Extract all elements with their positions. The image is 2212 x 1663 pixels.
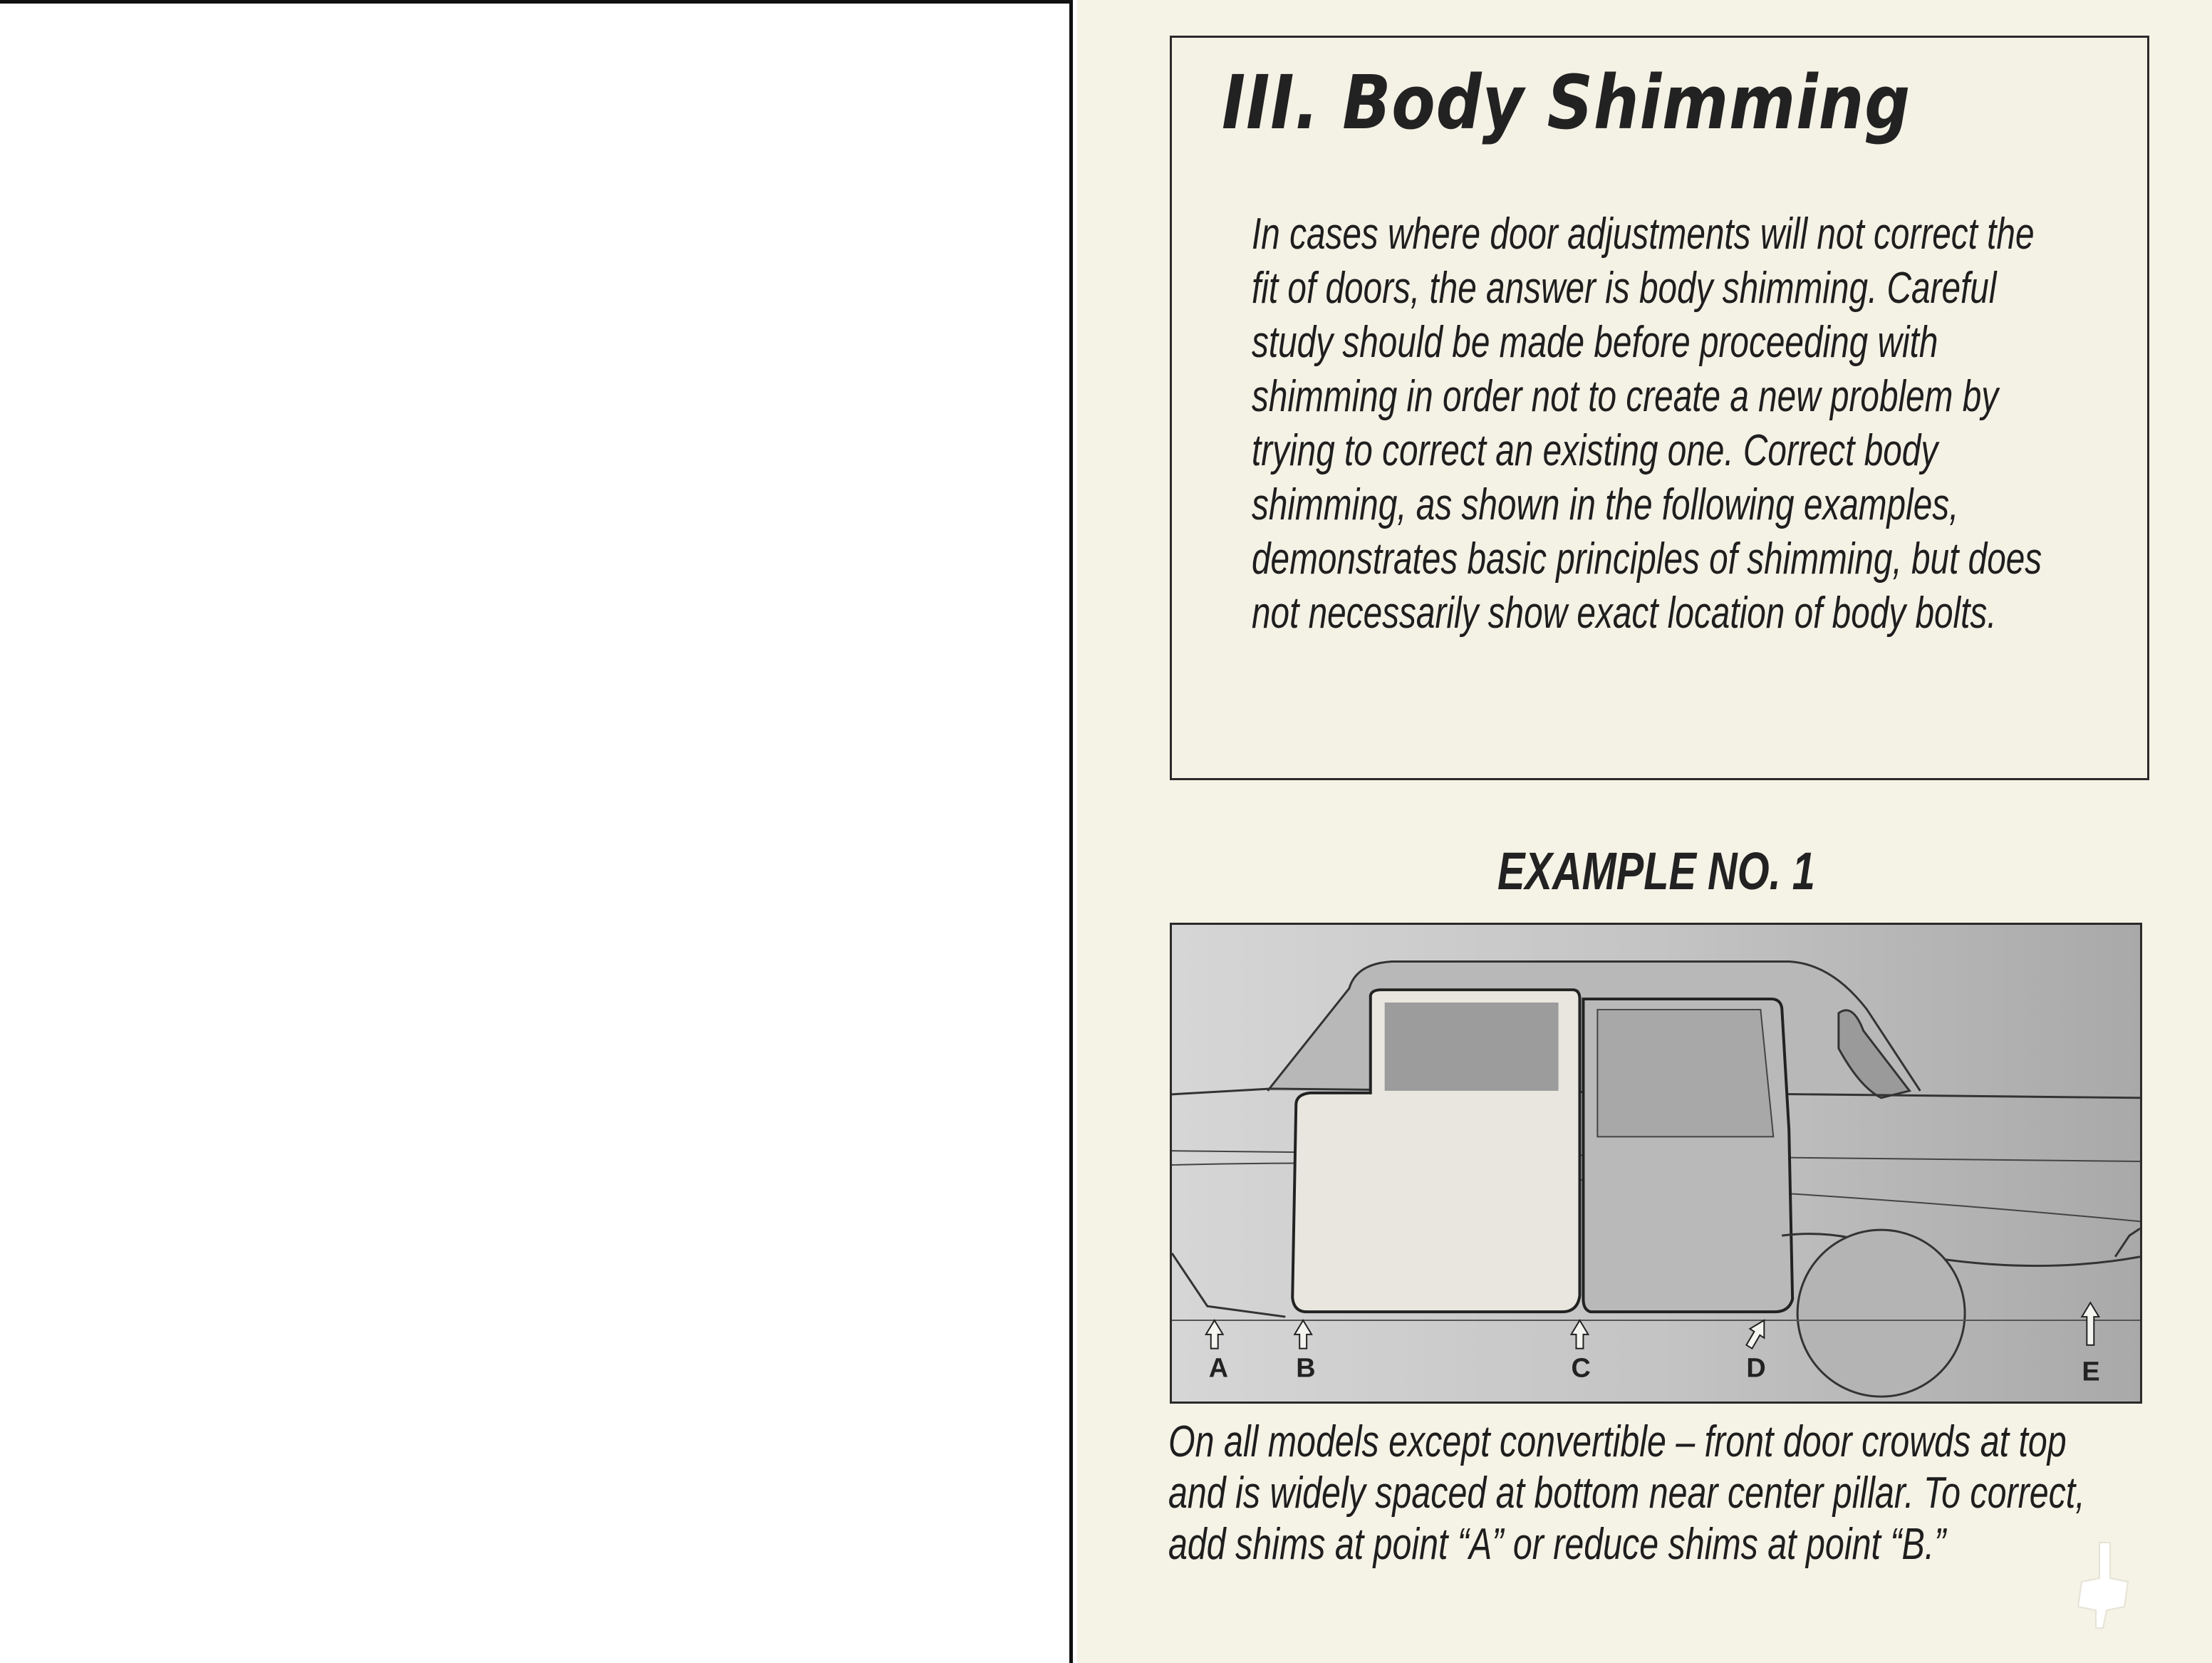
point-label-a: A	[1208, 1352, 1229, 1383]
point-label-e: E	[2082, 1356, 2100, 1387]
manual-page	[1077, 0, 2212, 1663]
blank-left-page	[0, 0, 1073, 1663]
tab-marker-icon	[2071, 1539, 2135, 1632]
figure-caption: On all models except convertible – front door crowds at top and is widely spaced at bottom near center pillar. To correct, add shims at point “A” or reduce shims at point “B.”	[1168, 1417, 2085, 1569]
point-label-d: D	[1746, 1352, 1766, 1383]
point-label-c: C	[1571, 1352, 1591, 1383]
car-door-diagram	[1170, 923, 2142, 1404]
car-illustration	[1172, 925, 2140, 1402]
rear-wheel	[1797, 1230, 1965, 1397]
example-title: EXAMPLE NO. 1	[1497, 841, 1815, 901]
point-label-b: B	[1296, 1352, 1316, 1383]
section-title: III. Body Shimming	[1222, 59, 1911, 146]
rear-door-window	[1597, 1010, 1773, 1136]
intro-box	[1170, 36, 2149, 780]
front-door-window	[1385, 1003, 1559, 1091]
intro-paragraph: In cases where door adjustments will not correct the fit of doors, the answer is body shimming. Careful study should be made before proceeding with shimming in order not to create a new problem by trying to correct an existing one. Correct body shimming, as shown in the following examples, demonstrates basic principles of shimming, but does not necessarily show exact location of body bolts.	[1252, 209, 2042, 638]
